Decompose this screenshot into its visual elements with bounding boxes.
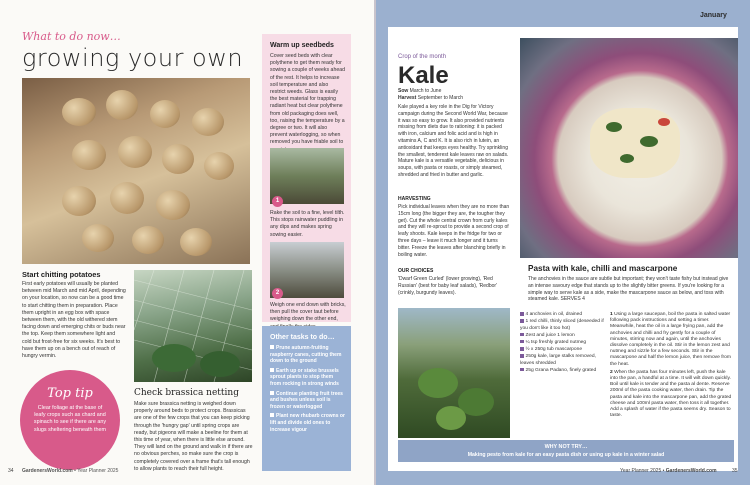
potato <box>204 152 234 180</box>
page-title: growing your own <box>22 44 244 72</box>
ingredient-text: 1 red chilli, thinly sliced (deseeded if you don't like it too hot) <box>520 319 604 331</box>
step-text: When the pasta has four minutes left, push the kale into the pan, a handful at a time. It will wilt down quickly. Boil until kale is tender and the pasta al dente. Reserve 200ml of the pasta cooking water, then drain. Tip the pasta and kale into the mascarpone pan, add the grated cheese and 100ml pasta water, then toss it all together. Add a splash of water if the pasta seems dry. Season to taste. <box>610 369 732 419</box>
seedbeds-heading: Warm up seedbeds <box>270 42 334 49</box>
chilli-piece <box>658 118 670 126</box>
bullet-icon <box>520 312 524 316</box>
method-step <box>610 370 734 420</box>
crop-of-month-label: Crop of the month <box>398 54 447 60</box>
top-tip-title: Top tip <box>47 386 93 401</box>
task-text: Earth up or stake brussels sprout plants to stop them from rocking in strong winds <box>270 367 339 387</box>
choices-heading: OUR CHOICES <box>398 268 434 274</box>
potato <box>192 108 224 136</box>
netting-pattern <box>134 270 252 382</box>
chitting-body: First early potatoes will usually be planted between mid March and mid April, depending on your location, so now can be a good time to start chitting them in preparation. Place them upright in an egg box with space between them, with the old withered stem facing down and emerging chits or buds near the top. Keep them somewhere light and cold but frost-free for six weeks. It's best to have them up on a bench out of reach of hungry vermin. <box>22 281 126 360</box>
potato <box>110 182 144 214</box>
ingredient-item <box>520 312 606 318</box>
harvesting-body: Pick individual leaves when they are no more than 15cm long (the bigger they are, the tougher they get). Cut the whole central crown from curly kales and they will re-sprout to provide a second crop of leafy shoots. Kale keeps in the fridge for two or three days – leave it much longer and it turns bitter. Freeze the leaves after blanching briefly in boiling water. <box>398 204 510 258</box>
month-tab: January <box>700 12 727 19</box>
right-footer <box>620 468 717 474</box>
sow-label: Sow <box>398 88 409 94</box>
kale-leaf <box>606 122 622 132</box>
sow-harvest-info <box>398 88 510 102</box>
ingredient-text: ¼ tsp freshly grated nutmeg <box>525 340 587 345</box>
step-1-badge: 1 <box>272 196 283 207</box>
ingredients-list <box>520 312 606 375</box>
harvest-value: September to March <box>417 94 464 101</box>
ingredient-item <box>520 354 606 366</box>
bullet-icon <box>520 333 524 337</box>
left-page <box>0 0 374 485</box>
kale-field-photo <box>398 308 510 438</box>
potato <box>156 190 190 220</box>
ingredient-text: 4 anchovies in oil, drained <box>525 312 583 318</box>
right-footer-brand: GardenersWorld.com <box>665 468 717 474</box>
bullet-icon <box>520 319 524 323</box>
potato <box>72 140 106 170</box>
potato <box>62 98 96 126</box>
chitting-heading: Start chitting potatoes <box>22 270 101 279</box>
top-tip-body: Clear foliage at the base of leafy crops such as chard and spinach to see if there are any slugs sheltering beneath them <box>33 405 107 433</box>
raked-soil-photo <box>270 148 344 204</box>
potato <box>132 226 164 254</box>
kale-leaf <box>640 136 658 147</box>
potato <box>162 144 194 174</box>
task-item <box>262 413 351 436</box>
bullet-icon <box>520 347 524 351</box>
step-number: 1 <box>610 312 613 317</box>
ingredient-text: Zest and juice 1 lemon <box>525 332 575 338</box>
task-item <box>262 345 351 368</box>
bullet-icon <box>520 340 524 344</box>
ingredient-text: 250g kale, large stalks removed, leaves shredded <box>520 354 596 366</box>
harvesting-heading: HARVESTING <box>398 196 431 202</box>
seedbeds-step-1: Rake the soil to a fine, level tilth. This stops rainwater puddling in any dips and makes spring sowing easier. <box>270 210 345 238</box>
chitting-potatoes-photo <box>22 78 250 264</box>
kale-plant <box>436 406 466 430</box>
step-2-badge: 2 <box>272 288 283 299</box>
task-text: Continue planting fruit trees and bushes unless soil is frozen or waterlogged <box>270 390 343 410</box>
kale-leaf <box>620 154 634 163</box>
why-not-title: WHY NOT TRY… <box>544 444 588 450</box>
kale-intro: Kale played a key role in the Dig for Victory campaign during the Second World War, because it was so easy to grow. It also provided nutrients missing from diets due to rationing: it is packed with iron, calcium and folic acid and is high in vitamins A, C and K. It is also rich in lutein, an antioxidant that keeps eyes healthy. Try sprinkling the smallest, tenderest kale leaves raw on salads. Mature kale is a versatile vegetable, delicious in soups, with pasta or roasts, or simply steamed, shredded and fried in butter and garlic. <box>398 104 509 178</box>
why-not-body: Making pesto from kale for an easy pasta dish or using up kale in a winter salad <box>467 452 665 458</box>
kale-plant <box>418 368 458 398</box>
left-footer <box>22 468 118 474</box>
potato <box>106 90 138 120</box>
harvest-line <box>398 95 510 102</box>
potato <box>150 100 180 128</box>
task-item <box>262 391 351 414</box>
task-text: Prune autumn-fruiting raspberry canes, cutting them down to the ground <box>270 345 342 365</box>
potato <box>180 228 212 256</box>
step-text: Using a large saucepan, boil the pasta in salted water following pack instructions and setting a timer. Meanwhile, heat the oil in a large frying pan, add the anchovies and chilli and fry gently for a couple of minutes, stirring now and again, until the anchovies dissolve completely in the oil. Stir in the lemon zest and nutmeg and sizzle for a few seconds. Stir in the mascarpone and half the lemon juice, then remove from the heat. <box>610 312 731 367</box>
bullet-icon <box>270 345 274 349</box>
ingredient-item <box>520 347 606 353</box>
choices-body: 'Dwarf Green Curled' (lower growing), 'Red Russian' (best for baby leaf salads), 'Redbor' (crinkly, burgundy leaves). <box>398 276 498 296</box>
harvest-label: Harvest <box>398 94 417 101</box>
sow-line <box>398 88 510 95</box>
crop-title: Kale <box>398 62 449 89</box>
left-footer-brand: GardenersWorld.com <box>22 468 73 474</box>
right-page-number: 35 <box>732 468 738 474</box>
left-page-number: 34 <box>8 468 14 474</box>
potato <box>82 224 114 252</box>
bullet-icon <box>270 413 274 417</box>
brassica-heading: Check brassica netting <box>134 388 239 398</box>
step-number: 2 <box>610 369 613 375</box>
other-tasks-box <box>262 326 351 471</box>
method-step <box>610 312 734 368</box>
kale-pasta-photo <box>520 38 738 258</box>
potato <box>118 136 152 168</box>
sow-value: March to June <box>409 88 442 94</box>
task-item <box>262 368 351 391</box>
task-text: Plant new rhubarb crowns or lift and divide old ones to increase vigour <box>270 413 345 433</box>
ingredient-item <box>520 319 606 331</box>
recipe-heading: Pasta with kale, chilli and mascarpone <box>528 264 678 273</box>
recipe-intro: The anchovies in the sauce are subtle but important; they won't taste fishy but instead give an intense savoury edge that stands up to the slightly bitter greens. If you're looking for a simple way to serve kale as a side, make the mascarpone sauce as below, and toss with steamed kale. SERVES 4 <box>528 276 729 303</box>
bullet-icon <box>270 391 274 395</box>
bullet-icon <box>270 368 274 372</box>
seedbeds-intro: Cover seed beds with clear polythene to get them ready for sowing a couple of weeks ahead of the rest. It helps to increase soil temperature and also restrict weeds. Glass is easily the best material for trapping radiant heat but clear polythene from old packaging does well, too, raising the temperature by a degree or two. It will also prevent waterlogging, so when removed you have friable soil to <box>270 53 345 146</box>
ingredient-item <box>520 333 606 339</box>
brassica-body: Make sure brassica netting is weighed down properly around beds to protect crops. Brassicas are one of the few crops that you can keep picking through the 'hungry gap' until spring crops are ready, but pigeons will make a beeline for them at this time of year, when there is little else around. They will land on the ground and walk in if there are no obvious perches, so make sure the crop is completely covered over a frame that's tall enough to allow plants to reach their full height. <box>134 401 253 472</box>
ingredient-text: ½ x 250g tub mascarpone <box>525 347 583 353</box>
top-tip-callout <box>20 370 120 470</box>
other-tasks-heading: Other tasks to do… <box>270 334 335 341</box>
why-not-try-banner <box>398 440 734 462</box>
bullet-icon <box>520 354 524 358</box>
method-steps <box>610 312 734 421</box>
seedbeds-step-2: Weigh one end down with bricks, then pull the cover taut before weighing down the other end, <box>270 302 346 323</box>
ingredient-text: 25g Grana Padano, finely grated <box>525 367 597 373</box>
right-footer-prefix: Year Planner 2025 • <box>620 468 665 474</box>
brassica-netting-photo <box>134 270 252 382</box>
ingredient-item <box>520 368 606 374</box>
section-kicker: What to do now… <box>22 30 121 43</box>
bullet-icon <box>520 368 524 372</box>
ingredient-item <box>520 340 606 346</box>
potato <box>62 186 96 216</box>
left-footer-suffix: • Year Planner 2025 <box>74 468 119 474</box>
